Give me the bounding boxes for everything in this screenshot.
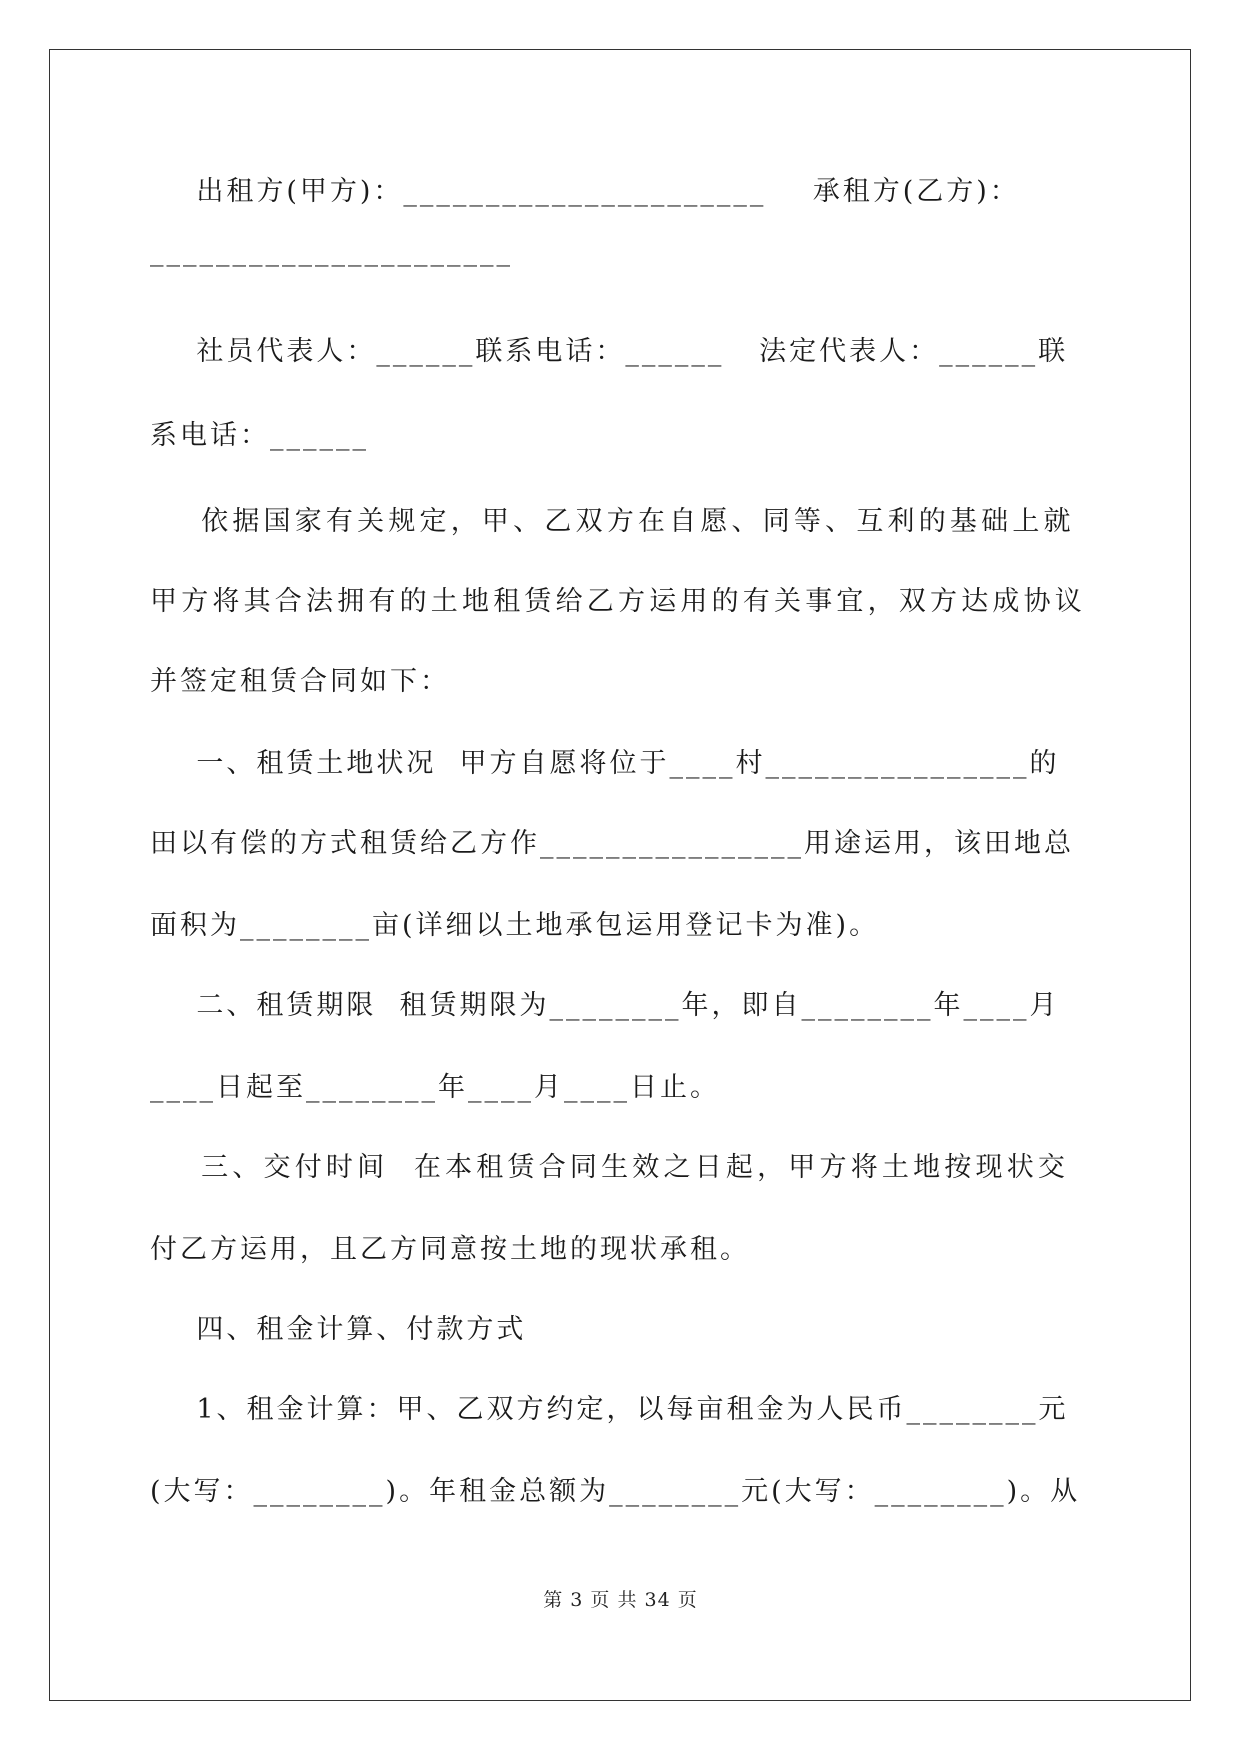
text-line: 并签定租赁合同如下：	[150, 666, 450, 697]
text-line: 二、租赁期限 租赁期限为________年，即自________年____月	[150, 990, 1060, 1021]
text-line: 出租方(甲方)：______________________ 承租方(乙方)：	[150, 176, 1020, 207]
text-line: 三、交付时间 在本租赁合同生效之日起，甲方将土地按现状交	[150, 1152, 1070, 1183]
text-line: 甲方将其合法拥有的土地租赁给乙方运用的有关事宜，双方达成协议	[150, 586, 1086, 617]
text-line: 依据国家有关规定，甲、乙双方在自愿、同等、互利的基础上就	[150, 506, 1075, 537]
text-line: 1、租金计算：甲、乙双方约定，以每亩租金为人民币________元	[150, 1394, 1069, 1425]
text-line: 社员代表人：______联系电话：______ 法定代表人：______联	[150, 336, 1069, 367]
text-line: ____日起至________年____月____日止。	[150, 1072, 720, 1103]
text-line: 面积为________亩(详细以土地承包运用登记卡为准)。	[150, 910, 880, 941]
text-line: 一、租赁土地状况 甲方自愿将位于____村________________的	[150, 748, 1060, 779]
text-line: 田以有偿的方式租赁给乙方作________________用途运用，该田地总	[150, 828, 1074, 859]
text-line: 付乙方运用，且乙方同意按土地的现状承租。	[150, 1234, 750, 1265]
page-border	[49, 49, 1191, 1701]
page-number: 第 3 页 共 34 页	[543, 1589, 698, 1611]
text-line: 四、租金计算、付款方式	[150, 1314, 527, 1345]
text-line: (大写：________)。年租金总额为________元(大写：________)。从	[150, 1476, 1081, 1507]
text-line: 系电话：______	[150, 420, 369, 451]
text-line: ______________________	[150, 236, 513, 267]
